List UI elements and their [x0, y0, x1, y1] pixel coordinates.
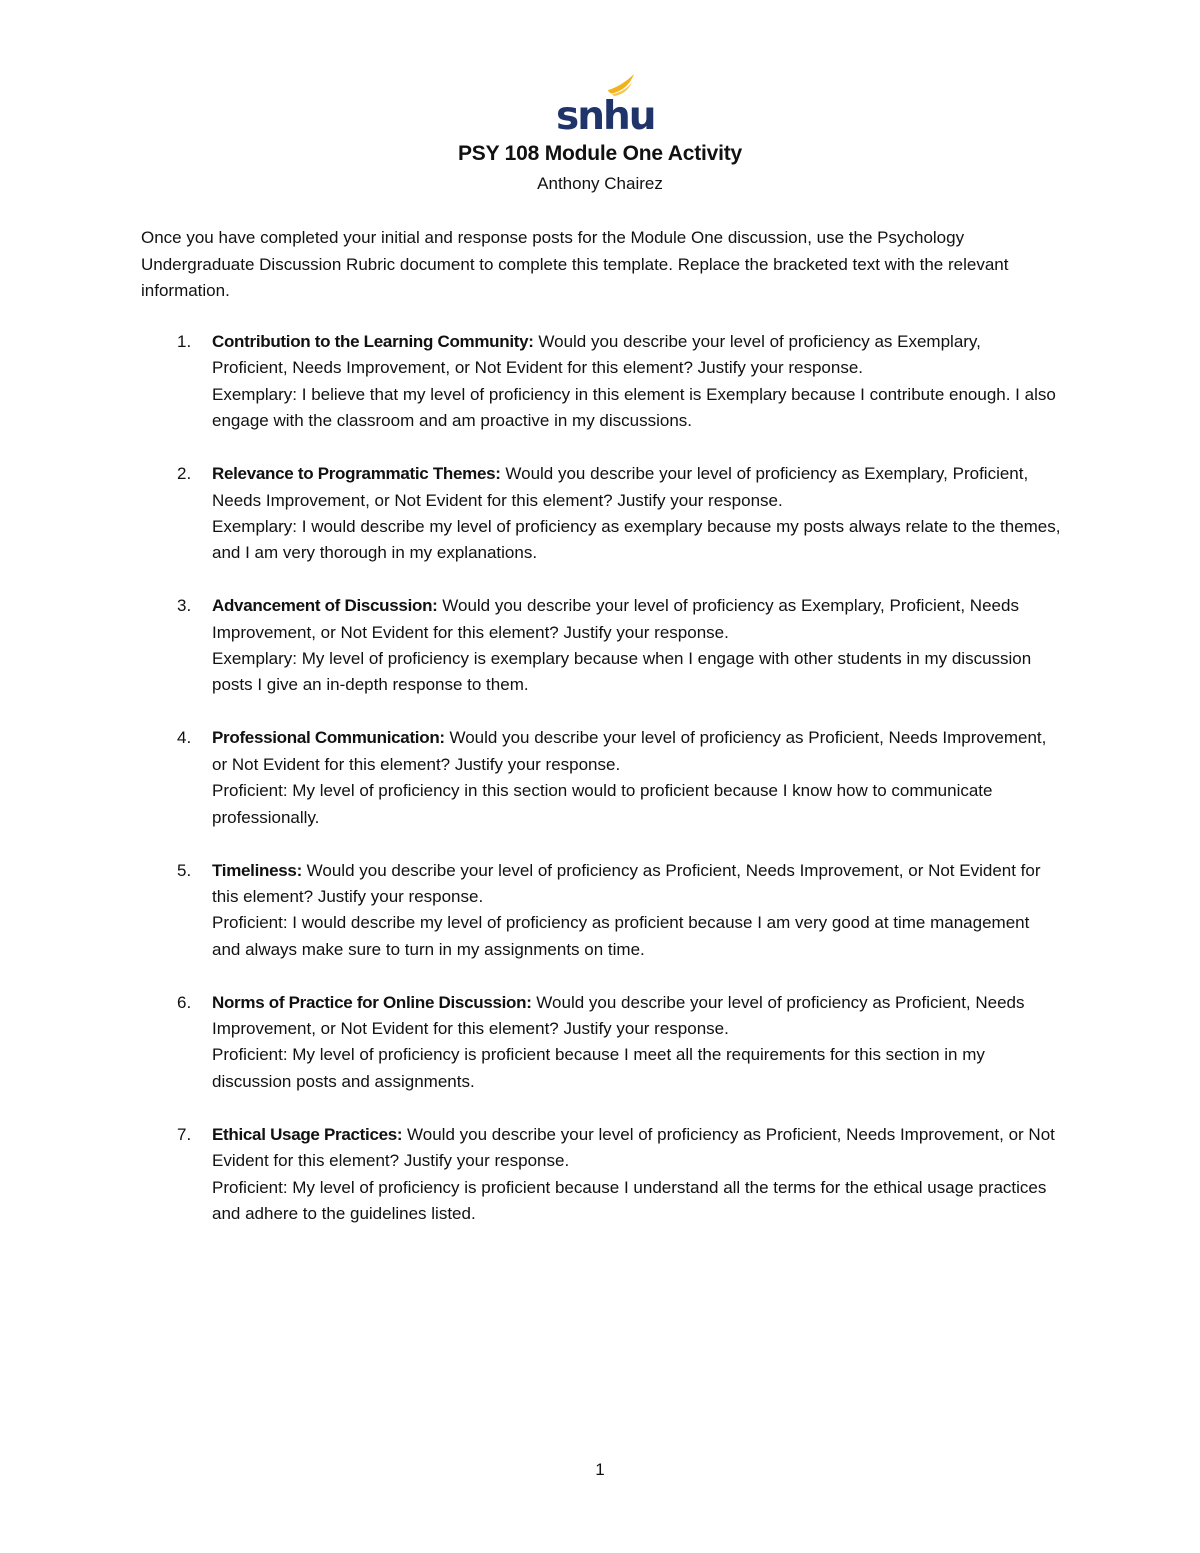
item-heading: Relevance to Programmatic Themes: [212, 464, 501, 484]
rubric-item [141, 1122, 1061, 1228]
item-answer: Proficient: My level of proficiency in this section would to proficient because I know how to communicate professionally. [212, 781, 993, 827]
item-heading: Norms of Practice for Online Discussion: [212, 992, 532, 1012]
flame-icon [608, 74, 634, 93]
item-question: Would you describe your level of proficiency as Proficient, Needs Improvement, or Not Evident for this element? Justify your response. [212, 992, 1025, 1039]
intro-paragraph: Once you have completed your initial and response posts for the Module One discussion, use the Psychology Undergraduate Discussion Rubric document to complete this template. Replace the bracketed text with the relevant information. [141, 228, 1009, 300]
snhu-logo [556, 74, 655, 139]
item-number: 3. [177, 596, 192, 616]
item-number: 6. [177, 992, 192, 1012]
svg-text:snhu: snhu [556, 94, 655, 139]
rubric-list [141, 329, 1061, 1254]
item-answer: Proficient: I would describe my level of proficiency as proficient because I am very good at time management and always make sure to turn in my assignments on time. [212, 913, 1030, 959]
item-heading: Contribution to the Learning Community: [212, 332, 534, 351]
rubric-item [141, 858, 1061, 964]
item-answer: Exemplary: I would describe my level of proficiency as exemplary because my posts always relate to the themes, and I am very thorough in my explanations. [212, 516, 1061, 563]
rubric-item [141, 329, 1061, 435]
item-question: Would you describe your level of proficiency as Exemplary, Proficient, Needs Improvement, or Not Evident for this element? Justify your response. [212, 596, 1019, 642]
document-title: PSY 108 Module One Activity [457, 142, 743, 165]
item-answer: Exemplary: I believe that my level of proficiency in this element is Exemplary because I contribute enough. I also engage with the classroom and am proactive in my discussions. [212, 384, 1056, 431]
item-number: 1. [177, 332, 192, 351]
rubric-item [141, 725, 1061, 831]
author-name: Anthony Chairez [537, 174, 663, 193]
item-number: 7. [177, 1124, 192, 1144]
rubric-item [141, 990, 1061, 1096]
item-question: Would you describe your level of proficiency as Proficient, Needs Improvement, or Not Evident for this element? Justify your response. [212, 728, 1047, 774]
item-heading: Timeliness: [212, 860, 302, 880]
page-number: 1 [595, 1460, 605, 1479]
rubric-item [141, 593, 1061, 699]
item-number: 4. [177, 728, 192, 748]
item-question: Would you describe your level of proficiency as Proficient, Needs Improvement, or Not Evident for this element? Justify your response. [212, 860, 1041, 906]
item-question: Would you describe your level of proficiency as Proficient, Needs Improvement, or Not Evident for this element? Justify your response. [212, 1124, 1055, 1171]
item-heading: Professional Communication: [212, 728, 445, 748]
item-answer: Proficient: My level of proficiency is proficient because I understand all the terms for the ethical usage practices and adhere to the guidelines listed. [212, 1177, 1047, 1223]
rubric-item [141, 461, 1061, 567]
item-number: 2. [177, 464, 192, 484]
item-heading: Advancement of Discussion: [212, 596, 438, 616]
item-heading: Ethical Usage Practices: [212, 1124, 403, 1144]
item-question: Would you describe your level of proficiency as Exemplary, Proficient, Needs Improvement, or Not Evident for this element? Justify your response. [212, 464, 1029, 510]
item-question: Would you describe your level of proficiency as Exemplary, Proficient, Needs Improvement, or Not Evident for this element? Justify your response. [212, 332, 981, 378]
item-number: 5. [177, 860, 192, 880]
item-answer: Exemplary: My level of proficiency is exemplary because when I engage with other students in my discussion posts I give an in-depth response to them. [212, 649, 1032, 695]
item-answer: Proficient: My level of proficiency is proficient because I meet all the requirements for this section in my discussion posts and assignments. [212, 1045, 985, 1091]
